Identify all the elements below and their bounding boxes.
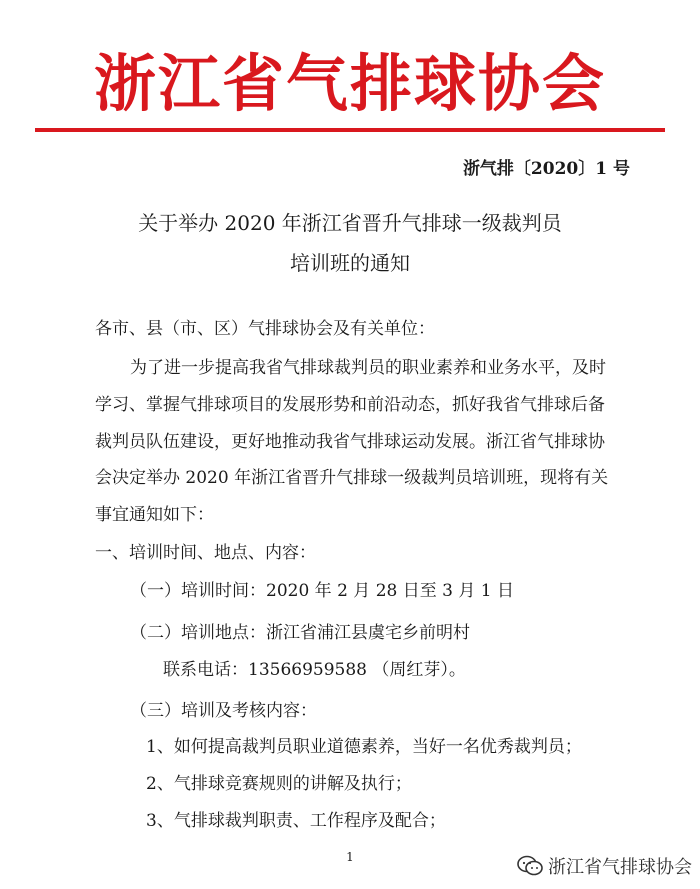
organization-name: 浙江省气排球协会 [93,47,606,120]
wechat-icon [516,855,544,877]
title-line-2: 培训班的通知 [290,251,410,275]
body-line: 裁判员队伍建设，更好地推动我省气排球运动发展。浙江省气排球协 [95,432,605,452]
body-line: 学习、掌握气排球项目的发展形势和前沿动态，抓好我省气排球后备 [95,395,605,415]
title-line-1: 关于举办 2020 年浙江省晋升气排球一级裁判员 [138,211,562,235]
content-point: 2、气排球竞赛规则的讲解及执行； [146,774,412,794]
list-item-content: （三）培训及考核内容： [130,701,317,721]
list-item-time: （一）培训时间：2020 年 2 月 28 日至 3 月 1 日 [130,581,514,601]
section-heading: 一、培训时间、地点、内容： [95,543,316,563]
content-point: 1、如何提高裁判员职业道德素养，当好一名优秀裁判员； [146,737,582,757]
body-line: 事宜通知如下： [95,505,214,525]
wechat-watermark [516,853,692,879]
watermark-text: 浙江省气排球协会 [548,857,692,878]
content-point: 3、气排球裁判职责、工作程序及配合； [146,811,446,831]
salutation: 各市、县（市、区）气排球协会及有关单位： [95,319,435,339]
list-item-place: （二）培训地点：浙江省浦江县虞宅乡前明村 [130,623,470,643]
contact-phone: 联系电话：13566959588 （周红芽）。 [163,660,466,680]
document-title [0,203,700,283]
body-line: 为了进一步提高我省气排球裁判员的职业素养和业务水平，及时 [130,358,606,378]
header-red-rule [35,128,665,132]
body-line: 会决定举办 2020 年浙江省晋升气排球一级裁判员培训班，现将有关 [95,468,609,488]
page-number: 1 [346,850,354,864]
document-number: 浙气排〔2020〕1 号 [462,159,630,179]
